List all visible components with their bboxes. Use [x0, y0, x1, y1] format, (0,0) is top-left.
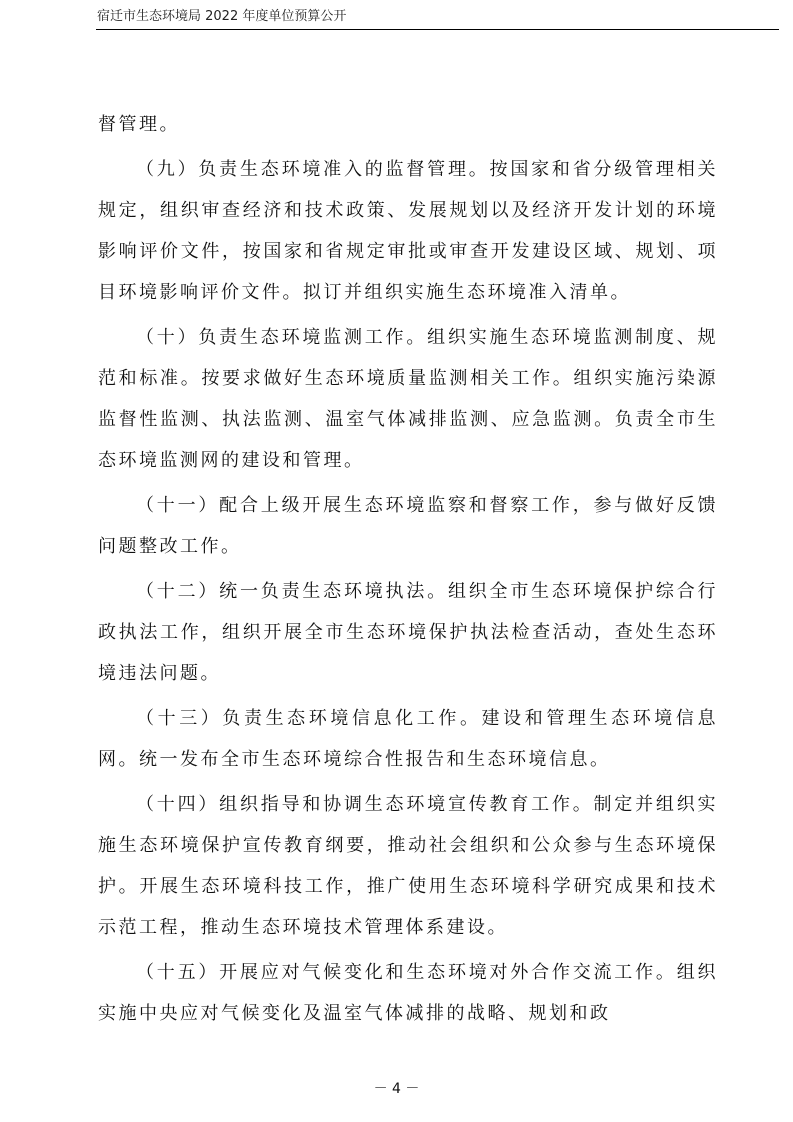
paragraph-item-10: （十）负责生态环境监测工作。组织实施生态环境监测制度、规范和标准。按要求做好生态环境质量监测相关工作。组织实施污染源监督性监测、执法监测、温室气体减排监测、应急监测。负责全市生态环境监测网的建设和管理。 — [98, 327, 718, 471]
paragraph-item-9: （九）负责生态环境准入的监督管理。按国家和省分级管理相关规定，组织审查经济和技术政策、发展规划以及经济开发计划的环境影响评价文件，按国家和省规定审批或审查开发建设区域、规划、项目环境影响评价文件。拟订并组织实施生态环境准入清单。 — [98, 159, 718, 303]
paragraph-item-11: （十一）配合上级开展生态环境监察和督察工作，参与做好反馈问题整改工作。 — [98, 495, 718, 557]
paragraph-item-14: （十四）组织指导和协调生态环境宣传教育工作。制定并组织实施生态环境保护宣传教育纲要，推动社会组织和公众参与生态环境保护。开展生态环境科技工作，推广使用生态环境科学研究成果和技术示范工程，推动生态环境技术管理体系建设。 — [98, 794, 718, 938]
paragraph-item-12: （十二）统一负责生态环境执法。组织全市生态环境保护综合行政执法工作，组织开展全市生态环境保护执法检查活动，查处生态环境违法问题。 — [98, 581, 718, 684]
paragraph-item-15: （十五）开展应对气候变化和生态环境对外合作交流工作。组织实施中央应对气候变化及温室气体减排的战略、规划和政 — [98, 962, 718, 1024]
header-divider — [96, 29, 779, 30]
page-header: 宿迁市生态环境局 2022 年度单位预算公开 — [97, 9, 347, 24]
paragraph-item-13: （十三）负责生态环境信息化工作。建设和管理生态环境信息网。统一发布全市生态环境综合性报告和生态环境信息。 — [98, 708, 718, 770]
page-number: － 4 － — [373, 1081, 420, 1097]
paragraph-continuation: 督管理。 — [98, 114, 180, 135]
document-body — [98, 104, 718, 1038]
